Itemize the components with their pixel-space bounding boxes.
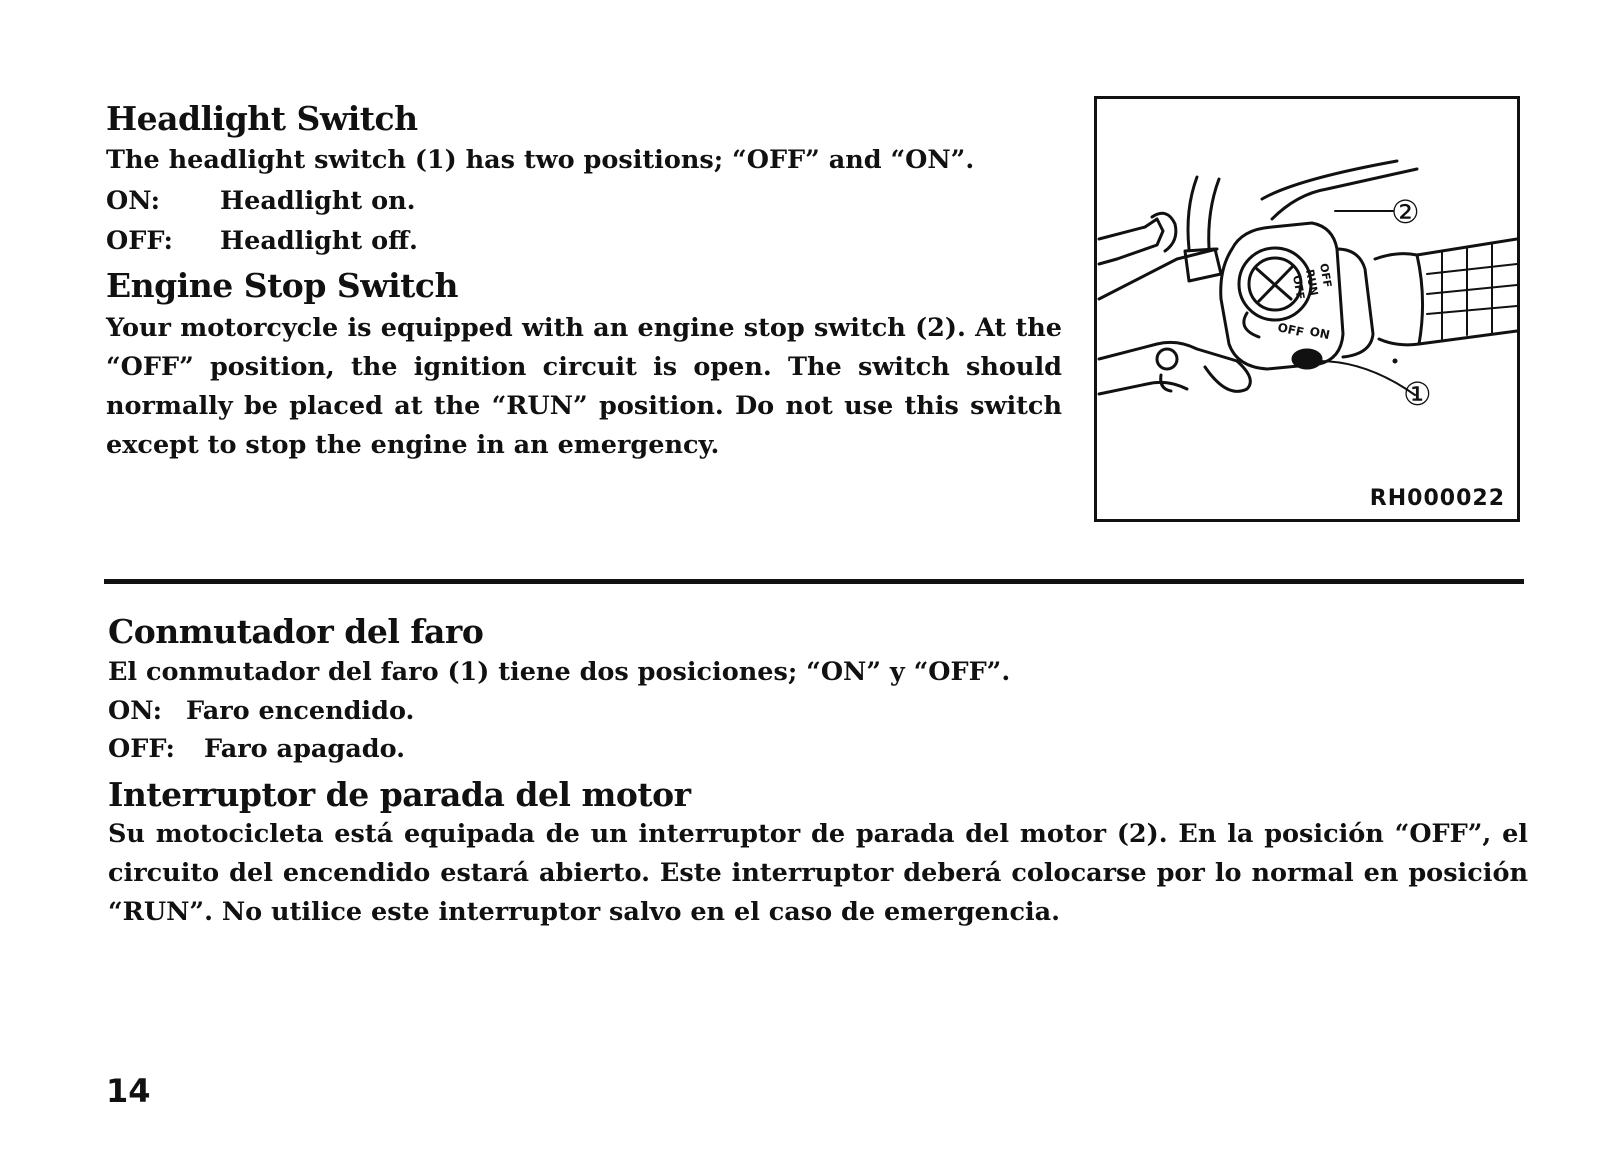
switch-label-on: ON [1308, 324, 1332, 343]
off-label: OFF: [108, 734, 175, 764]
section-divider [104, 579, 1524, 584]
engine-stop-switch-paragraph [106, 309, 1062, 465]
engine-stop-switch-heading: Engine Stop Switch [106, 266, 458, 305]
on-label: ON: [108, 696, 163, 726]
callout-2: ② [1391, 193, 1420, 231]
off-description: Faro apagado. [204, 734, 406, 764]
headlight-on-row [106, 182, 416, 221]
paragraph-line: “OFF” position, the ignition circuit is open. The switch should [106, 352, 1062, 382]
page-number: 14 [106, 1072, 151, 1110]
switch-label-off-bottom: OFF [1276, 320, 1306, 340]
conmutador-faro-heading: Conmutador del faro [108, 612, 484, 651]
switch-label-off-lower: OFF [1290, 274, 1308, 301]
faro-off-row [108, 730, 405, 769]
switch-label-run: RUN [1303, 268, 1321, 297]
paragraph-line: Su motocicleta está equipada de un interruptor de parada del motor (2). En la posición “OFF”, el [108, 819, 1528, 849]
paragraph-line: normally be placed at the “RUN” position. Do not use this switch [106, 391, 1062, 421]
switch-label-off: OFF [1317, 262, 1335, 289]
paragraph-line: Your motorcycle is equipped with an engine stop switch (2). At the [106, 313, 1062, 343]
paragraph-line: “RUN”. No utilice este interruptor salvo en el caso de emergencia. [108, 897, 1061, 927]
handlebar-drawing [1097, 99, 1517, 519]
paragraph-line: circuito del encendido estará abierto. Este interruptor deberá colocarse por lo normal en posición [108, 858, 1528, 888]
paragraph-line: except to stop the engine in an emergency. [106, 430, 720, 460]
headlight-switch-intro: The headlight switch (1) has two positions; “OFF” and “ON”. [106, 145, 975, 175]
conmutador-faro-intro: El conmutador del faro (1) tiene dos posiciones; “ON” y “OFF”. [108, 657, 1011, 687]
headlight-switch-heading: Headlight Switch [106, 99, 418, 138]
faro-on-row [108, 692, 414, 731]
interruptor-parada-paragraph [108, 815, 1528, 932]
on-label: ON: [106, 186, 161, 216]
handlebar-switch-illustration [1094, 96, 1520, 522]
interruptor-parada-heading: Interruptor de parada del motor [108, 775, 691, 814]
on-description: Headlight on. [220, 186, 416, 216]
off-label: OFF: [106, 226, 173, 256]
headlight-off-row [106, 222, 418, 261]
off-description: Headlight off. [220, 226, 418, 256]
figure-reference-code: RH000022 [1369, 486, 1505, 511]
callout-1: ① [1403, 375, 1432, 413]
on-description: Faro encendido. [186, 696, 415, 726]
